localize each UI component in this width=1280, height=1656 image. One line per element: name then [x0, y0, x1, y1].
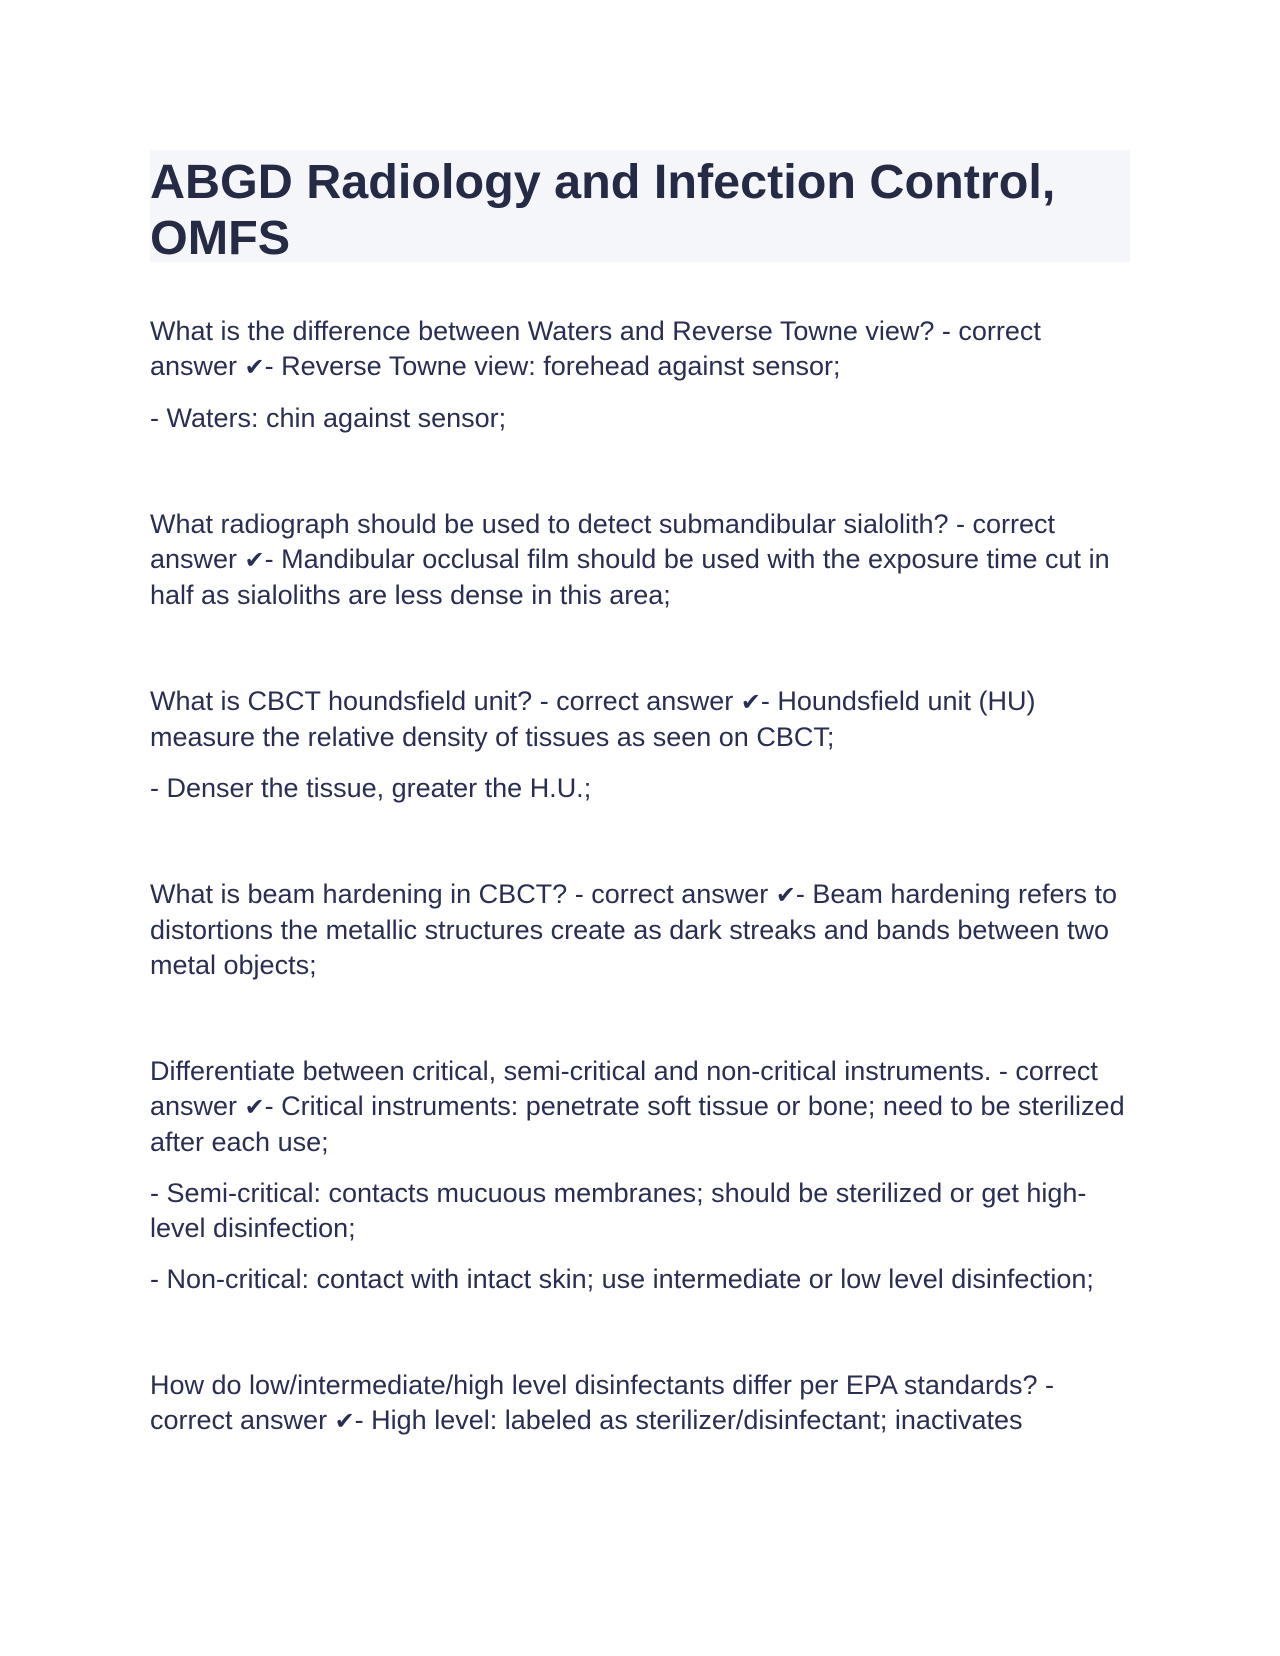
check-mark-icon: ✔: [244, 353, 265, 381]
qa-item: [150, 507, 1130, 613]
question-text: What is beam hardening in CBCT? - correct answer: [150, 879, 776, 909]
qa-item: [150, 877, 1130, 983]
check-mark-icon: ✔: [244, 546, 265, 574]
qa-item: [150, 314, 1130, 436]
answer-text: - Mandibular occlusal film should be used with the exposure time cut in half as sialoliths are less dense in this area;: [150, 544, 1110, 610]
document-page: [150, 150, 1130, 1510]
answer-detail: - Semi-critical: contacts mucuous membranes; should be sterilized or get high-level disinfection;: [150, 1178, 1087, 1243]
check-mark-icon: ✔: [334, 1407, 355, 1435]
answer-text: - Beam hardening refers to distortions the metallic structures create as dark streaks and bands between two metal objects;: [150, 879, 1118, 980]
question-text: What is the difference between Waters and Reverse Towne view? - correct answer: [150, 316, 1041, 381]
qa-paragraph: [150, 314, 1130, 385]
answer-detail: - Denser the tissue, greater the H.U.;: [150, 773, 592, 803]
question-text: How do low/intermediate/high level disinfectants differ per EPA standards? - correct answer: [150, 1370, 1054, 1435]
answer-detail: - Waters: chin against sensor;: [150, 403, 507, 433]
question-text: Differentiate between critical, semi-critical and non-critical instruments. - correct answer: [150, 1056, 1098, 1121]
document-title: ABGD Radiology and Infection Control, OMFS: [150, 155, 1056, 265]
qa-list: [150, 314, 1130, 1439]
answer-text: - Reverse Towne view: forehead against sensor;: [264, 351, 841, 381]
check-mark-icon: ✔: [244, 1093, 265, 1121]
question-text: What radiograph should be used to detect submandibular sialolith? - correct answer: [150, 509, 1056, 574]
answer-text: - Critical instruments: penetrate soft tissue or bone; need to be sterilized after each use;: [150, 1091, 1125, 1157]
answer-detail: - Non-critical: contact with intact skin; use intermediate or low level disinfection;: [150, 1264, 1094, 1294]
qa-paragraph: [150, 1368, 1130, 1439]
qa-item: [150, 1054, 1130, 1297]
check-mark-icon: ✔: [775, 881, 796, 909]
answer-text: - Houndsfield unit (HU) measure the relative density of tissues as seen on CBCT;: [150, 686, 1036, 752]
question-text: What is CBCT houndsfield unit? - correct answer: [150, 686, 741, 716]
qa-paragraph: [150, 507, 1130, 613]
qa-paragraph: [150, 684, 1130, 755]
answer-text: - High level: labeled as sterilizer/disinfectant; inactivates: [354, 1405, 1023, 1435]
qa-paragraph: [150, 877, 1130, 983]
qa-paragraph: [150, 1054, 1130, 1160]
check-mark-icon: ✔: [740, 688, 761, 716]
title-block: [150, 150, 1130, 265]
qa-item: [150, 1368, 1130, 1439]
qa-item: [150, 684, 1130, 806]
